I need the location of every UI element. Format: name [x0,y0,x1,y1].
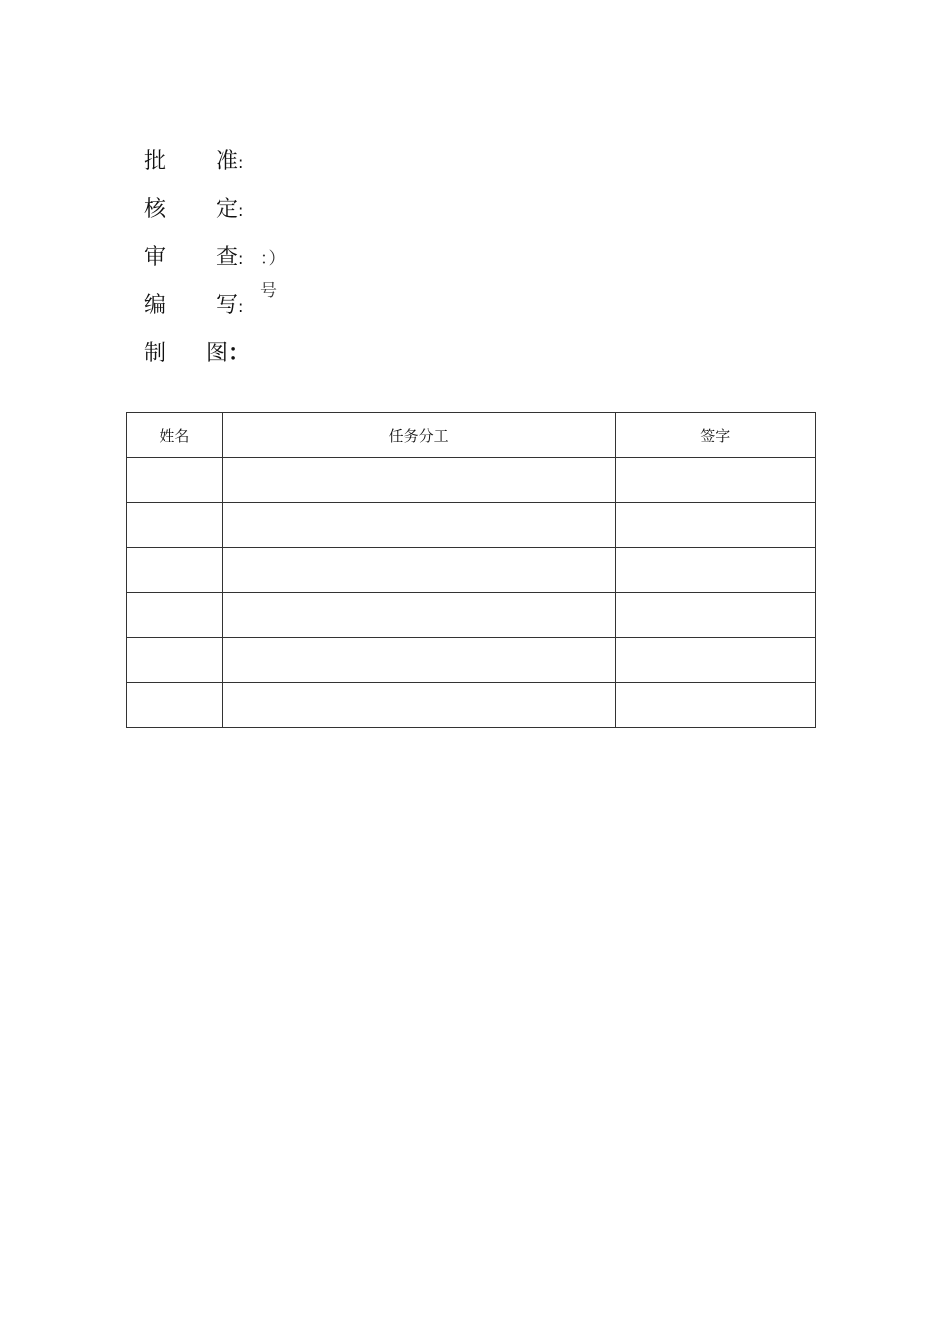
signoff-label-char: 准: [216,149,244,174]
table-cell-task [222,503,615,548]
signoff-label-char: 图： [206,341,251,366]
table-cell-name [127,458,223,503]
signoff-label-char: 批 [144,149,167,174]
signoff-label-char: 制 [144,341,167,366]
table-row [127,638,816,683]
column-header-name: 姓名 [127,413,223,458]
table-cell-task [222,458,615,503]
signoff-label-char: 审 [144,245,167,270]
table-cell-task [222,683,615,728]
table-cell-task [222,593,615,638]
signoff-review-note: ：）号 [260,249,286,301]
task-assignment-table [126,412,816,728]
table-cell-signature [615,683,815,728]
table-cell-signature [615,638,815,683]
table-row [127,548,816,593]
table-cell-signature [615,503,815,548]
table-cell-task [222,548,615,593]
column-header-signature: 签字 [615,413,815,458]
table-cell-name [127,638,223,683]
table-cell-signature [615,458,815,503]
table-cell-name [127,503,223,548]
table-cell-signature [615,593,815,638]
table-cell-signature [615,548,815,593]
table-header-row [127,413,816,458]
signoff-label-char: 编 [144,293,167,318]
signoff-label-char: 定: [216,197,244,222]
signoff-label-char: 写: [216,293,244,318]
table-row [127,593,816,638]
signoff-label-char: 查: [216,245,244,270]
table-cell-name [127,683,223,728]
table-row [127,458,816,503]
table-cell-name [127,548,223,593]
column-header-task: 任务分工 [222,413,615,458]
table-row [127,683,816,728]
table-row [127,503,816,548]
table-cell-name [127,593,223,638]
signoff-label-char: 核 [144,197,167,222]
table-cell-task [222,638,615,683]
